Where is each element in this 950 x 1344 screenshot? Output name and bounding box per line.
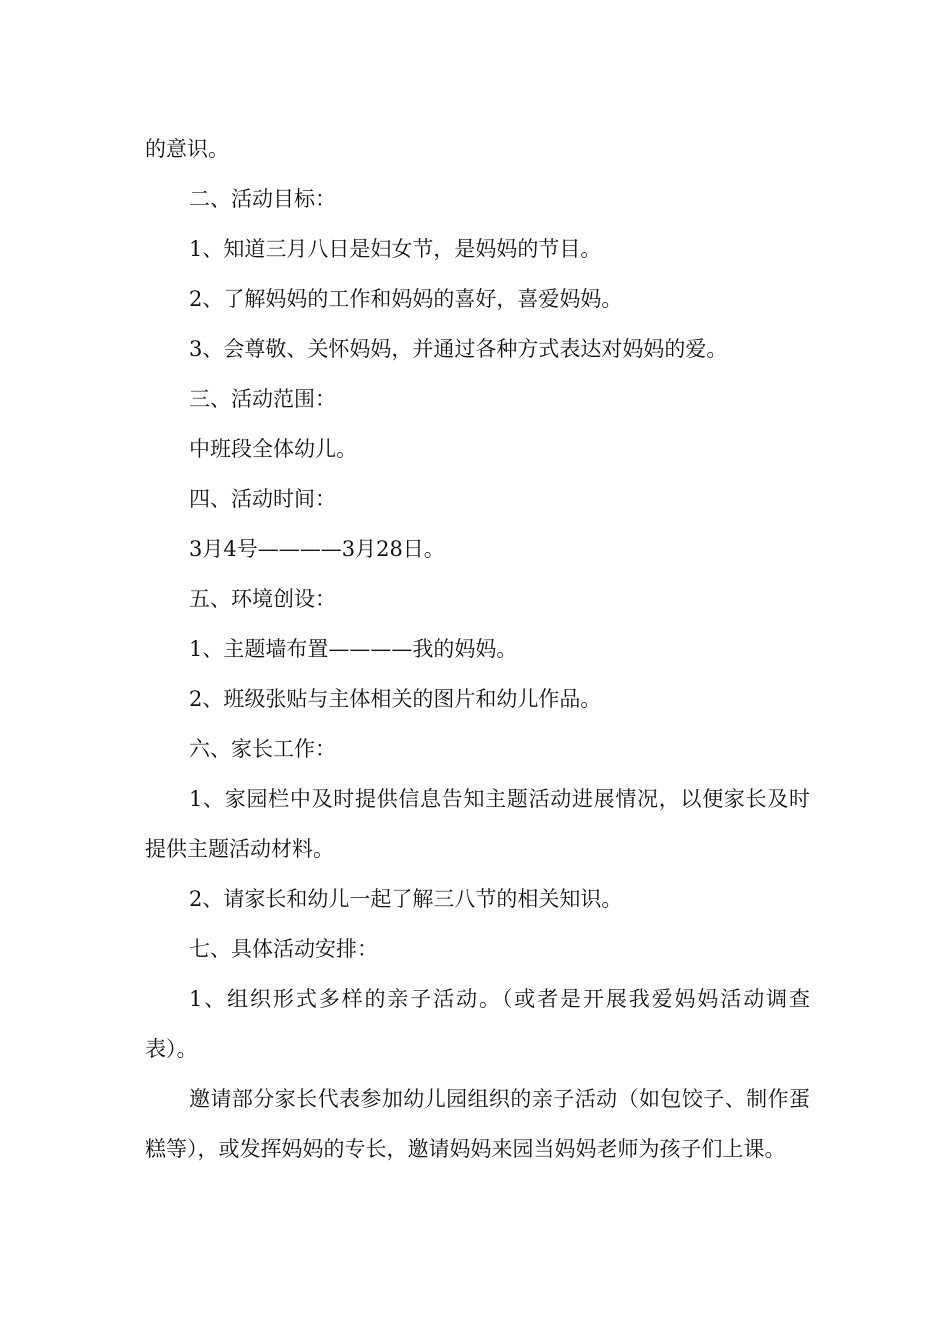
section-heading-environment: 五、环境创设： [189, 587, 336, 611]
document-body [145, 124, 810, 1174]
section-heading-time: 四、活动时间： [189, 487, 336, 511]
paragraph: 邀请部分家长代表参加幼儿园组织的亲子活动（如包饺子、制作蛋糕等），或发挥妈妈的专长，邀请妈妈来园当妈妈老师为孩子们上课。 [145, 1087, 810, 1161]
paragraph: 2、班级张贴与主体相关的图片和幼儿作品。 [189, 687, 602, 711]
paragraph: 中班段全体幼儿。 [189, 437, 357, 461]
section-heading-goals: 二、活动目标： [189, 187, 336, 211]
paragraph: 1、主题墙布置————我的妈妈。 [189, 637, 518, 661]
paragraph: 1、组织形式多样的亲子活动。（或者是开展我爱妈妈活动调查表）。 [145, 987, 810, 1061]
paragraph: 的意识。 [145, 137, 229, 161]
paragraph: 3月4号————3月28日。 [189, 537, 445, 561]
section-heading-parents: 六、家长工作： [189, 737, 336, 761]
paragraph: 2、请家长和幼儿一起了解三八节的相关知识。 [189, 887, 623, 911]
paragraph: 3、会尊敬、关怀妈妈，并通过各种方式表达对妈妈的爱。 [189, 337, 728, 361]
section-heading-scope: 三、活动范围： [189, 387, 336, 411]
paragraph: 1、知道三月八日是妇女节，是妈妈的节目。 [189, 237, 602, 261]
paragraph: 1、家园栏中及时提供信息告知主题活动进展情况，以便家长及时提供主题活动材料。 [145, 787, 810, 861]
paragraph: 2、了解妈妈的工作和妈妈的喜好，喜爱妈妈。 [189, 287, 623, 311]
section-heading-schedule: 七、具体活动安排： [189, 937, 378, 961]
